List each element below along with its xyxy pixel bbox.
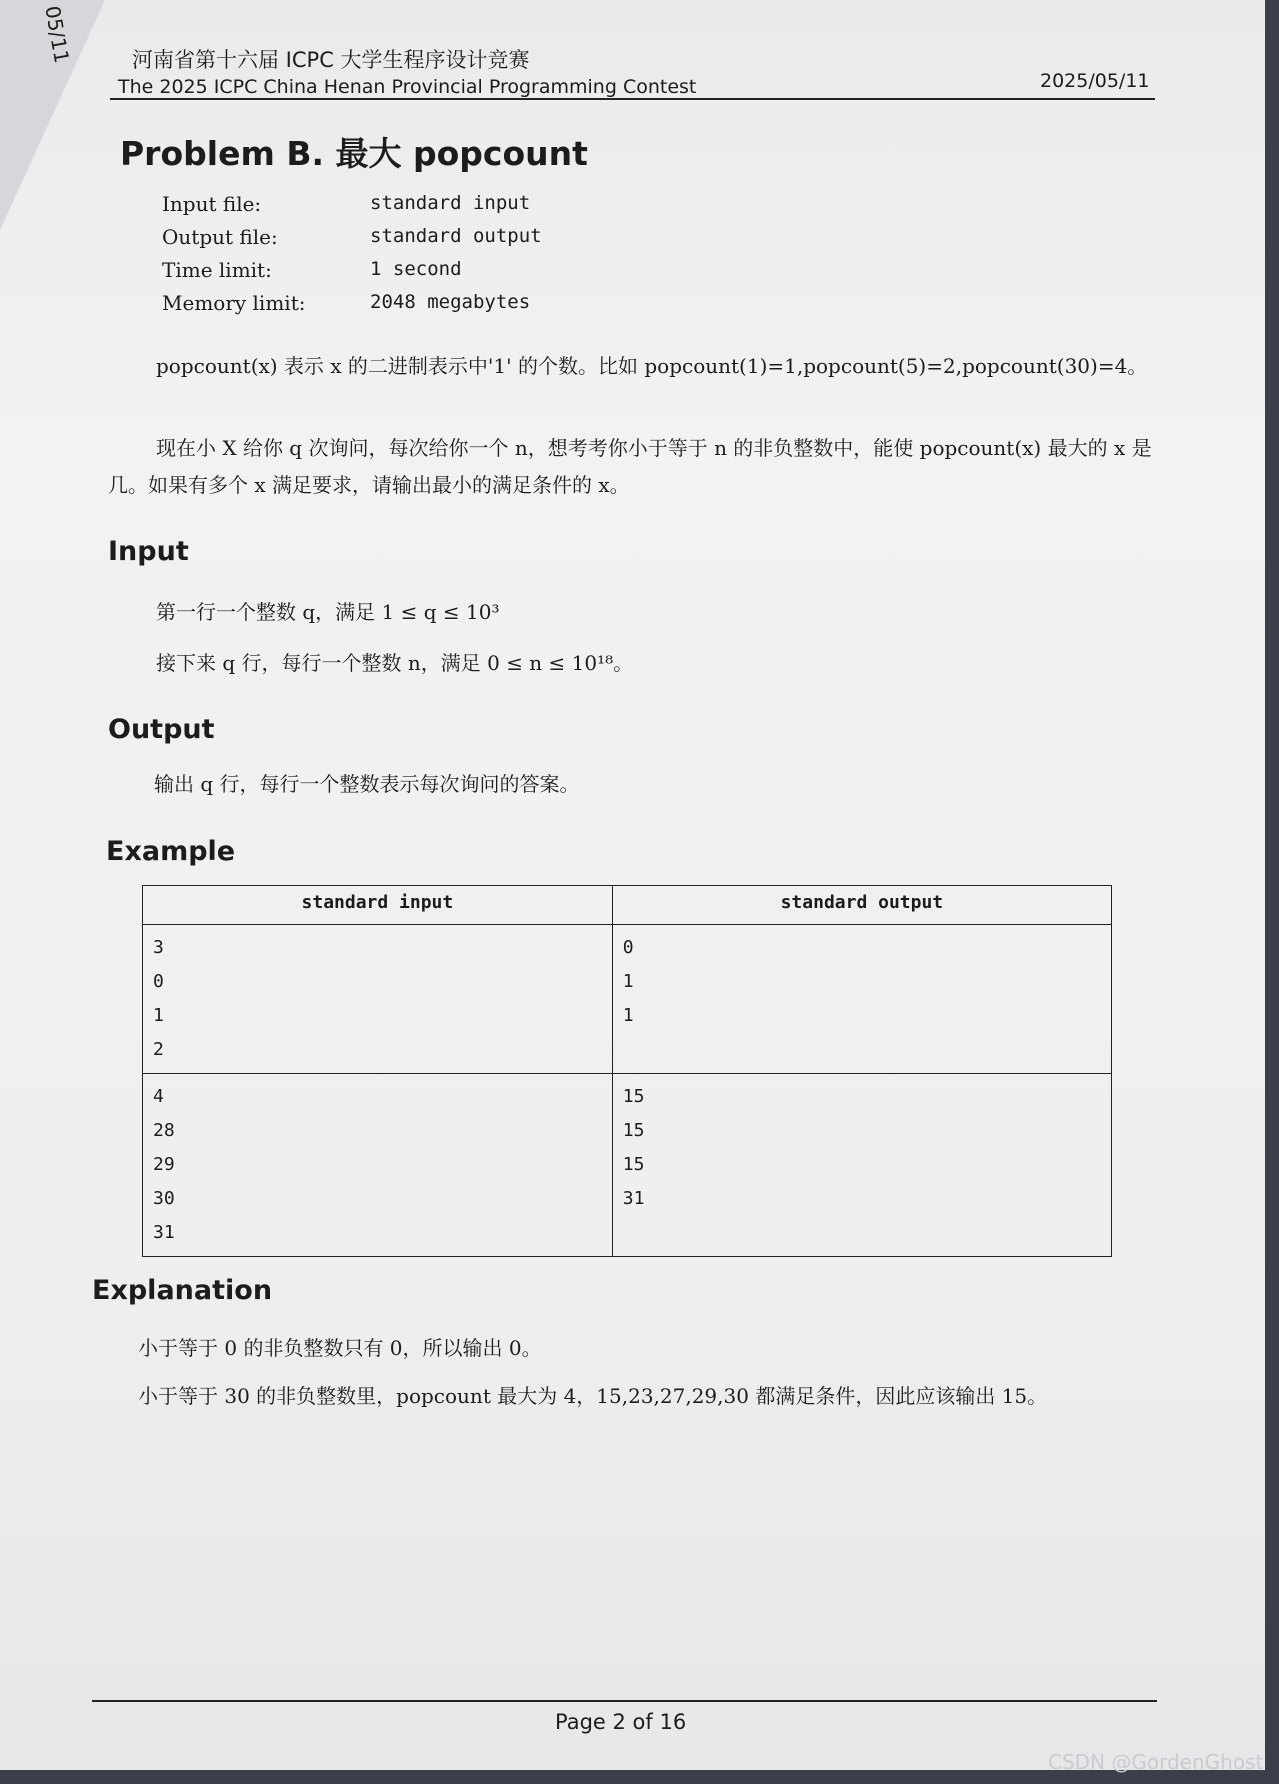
header-date: 2025/05/11 — [1040, 70, 1150, 92]
output-value: 1 — [622, 971, 634, 992]
explanation-heading: Explanation — [92, 1275, 273, 1306]
footer-rule — [92, 1700, 1157, 1702]
example-heading: Example — [106, 836, 236, 867]
example-header-output: standard output — [612, 886, 1111, 925]
statement-paragraph: popcount(x) 表示 x 的二进制表示中'1' 的个数。比如 popcount(1)=1,popcount(5)=2,popcount(30)=4。 — [156, 354, 1148, 378]
input-value: 31 — [153, 1222, 175, 1243]
example-input-cell — [143, 1074, 613, 1257]
header-rule — [110, 98, 1155, 100]
watermark: CSDN @GordenGhost — [1048, 1750, 1264, 1774]
output-value: 0 — [622, 937, 634, 958]
info-value: standard input — [370, 192, 531, 214]
statement-paragraph: 现在小 X 给你 q 次询问，每次给你一个 n，想考考你小于等于 n 的非负整数中，能使 popcount(x) 最大的 x 是几。如果有多个 x 满足要求，请输出最小的满足条件的 x。 — [108, 436, 1152, 497]
input-value: 0 — [153, 971, 164, 992]
info-row — [162, 258, 542, 291]
info-value: 2048 megabytes — [370, 291, 531, 313]
info-row — [162, 225, 542, 258]
problem-info — [162, 192, 542, 324]
output-value: 15 — [622, 1120, 645, 1141]
table-row — [143, 1074, 1112, 1257]
output-value: 15 — [622, 1154, 645, 1175]
info-value: standard output — [370, 225, 542, 247]
example-output-cell — [612, 1074, 1111, 1257]
input-value: 28 — [153, 1120, 175, 1141]
info-label: Output file: — [162, 225, 278, 249]
info-label: Time limit: — [162, 258, 272, 282]
example-table — [142, 885, 1112, 1257]
info-label: Memory limit: — [162, 291, 306, 315]
input-value: 2 — [153, 1039, 164, 1060]
output-value: 31 — [622, 1188, 645, 1209]
input-line: 第一行一个整数 q，满足 1 ≤ q ≤ 10³ — [156, 600, 500, 624]
output-line: 输出 q 行，每行一个整数表示每次询问的答案。 — [154, 772, 580, 796]
input-value: 29 — [153, 1154, 175, 1175]
output-value: 1 — [622, 1005, 634, 1026]
header-contest-cn: 河南省第十六届 ICPC 大学生程序设计竞赛 — [132, 48, 530, 72]
input-heading: Input — [108, 536, 189, 567]
example-output-cell — [612, 925, 1111, 1074]
output-value: 15 — [622, 1086, 645, 1107]
input-line: 接下来 q 行，每行一个整数 n，满足 0 ≤ n ≤ 10¹⁸。 — [156, 651, 634, 675]
input-value: 3 — [153, 937, 164, 958]
info-row — [162, 291, 542, 324]
table-row — [143, 925, 1112, 1074]
input-value: 4 — [153, 1086, 164, 1107]
page-number: Page 2 of 16 — [555, 1710, 687, 1734]
info-row — [162, 192, 542, 225]
input-value: 30 — [153, 1188, 175, 1209]
info-value: 1 second — [370, 258, 462, 280]
output-heading: Output — [108, 714, 215, 745]
header-contest-en: The 2025 ICPC China Henan Provincial Programming Contest — [118, 76, 697, 98]
info-label: Input file: — [162, 192, 262, 216]
input-value: 1 — [153, 1005, 164, 1026]
corner-tab-label: 05/11 — [40, 4, 75, 65]
problem-title: Problem B. 最大 popcount — [120, 134, 588, 173]
explanation-line: 小于等于 30 的非负整数里，popcount 最大为 4，15,23,27,29,30 都满足条件，因此应该输出 15。 — [138, 1384, 1048, 1408]
explanation-line: 小于等于 0 的非负整数只有 0，所以输出 0。 — [138, 1336, 542, 1360]
example-input-cell — [143, 925, 613, 1074]
example-header-input: standard input — [143, 886, 613, 925]
